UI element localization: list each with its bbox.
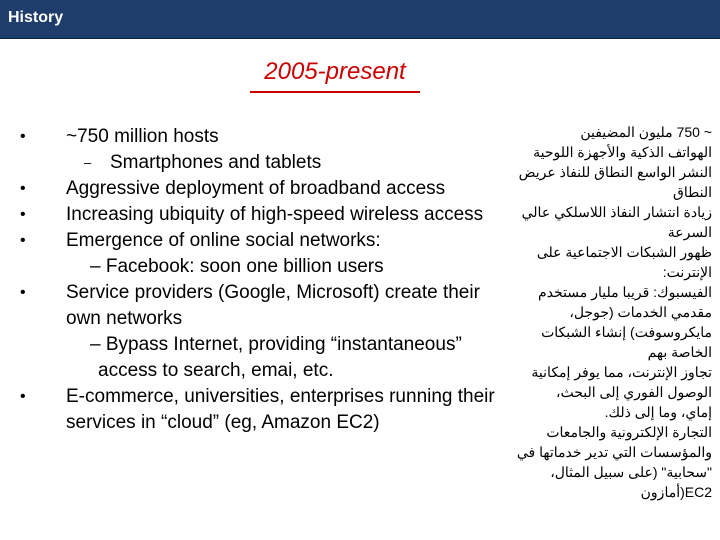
arabic-line: EC2(أمازون [640, 484, 712, 500]
bullet-text: E-commerce, universities, enterprises running their [66, 386, 495, 407]
bullet-marker: • [20, 128, 26, 145]
arabic-line: ظهور الشبكات الاجتماعية على [536, 244, 712, 260]
bullet-text: Service providers (Google, Microsoft) create their [66, 282, 480, 303]
bullet-text: Smartphones and tablets [110, 152, 322, 173]
bullet-line [20, 358, 520, 384]
subtitle-underline [250, 91, 420, 93]
bullet-line [20, 202, 520, 228]
bullet-line [20, 176, 520, 202]
english-bullet-list [20, 124, 520, 436]
bullet-marker: • [20, 388, 26, 405]
bullet-line [20, 280, 520, 306]
bullet-line [20, 332, 520, 358]
bullet-line [20, 384, 520, 410]
arabic-line: مقدمي الخدمات (جوجل، [569, 304, 712, 320]
arabic-line: التجارة الإلكترونية والجامعات [546, 424, 712, 440]
arabic-line: "سحابية" (على سبيل المثال، [550, 464, 712, 480]
arabic-line: والمؤسسات التي تدير خدماتها في [516, 444, 712, 460]
arabic-line: الوصول الفوري إلى البحث، [555, 384, 712, 400]
bullet-marker: • [20, 232, 26, 249]
window-title: History [8, 9, 64, 26]
arabic-line: النشر الواسع النطاق للنفاذ عريض [518, 164, 712, 180]
bullet-marker: • [20, 284, 26, 301]
arabic-line: إماي، وما إلى ذلك. [604, 404, 712, 420]
bullet-text: Increasing ubiquity of high-speed wireless access [66, 204, 484, 225]
arabic-line: الهواتف الذكية والأجهزة اللوحية [533, 144, 712, 160]
arabic-line: الخاصة بهم [647, 344, 712, 360]
arabic-line: السرعة [667, 224, 712, 240]
bullet-text: Emergence of online social networks: [66, 230, 381, 251]
slide-subtitle: 2005-present [264, 58, 406, 85]
bullet-text: – Bypass Internet, providing “instantaneous” [90, 334, 462, 355]
arabic-line: الفيسبوك: قريبا مليار مستخدم [538, 284, 712, 300]
bullet-line [20, 124, 520, 150]
arabic-text-block [492, 122, 712, 502]
bullet-line [20, 410, 520, 436]
arabic-line: زيادة انتشار النفاذ اللاسلكي عالي [521, 204, 712, 220]
bullet-line [20, 254, 520, 280]
bullet-text: services in “cloud” (eg, Amazon EC2) [66, 412, 380, 433]
bullet-line [20, 306, 520, 332]
bullet-marker: • [20, 180, 26, 197]
arabic-line: النطاق [673, 184, 712, 200]
bullet-marker: • [20, 206, 26, 223]
arabic-line: ~ 750 مليون المضيفين [580, 124, 712, 140]
bullet-text: own networks [66, 308, 183, 329]
bullet-line [20, 150, 520, 176]
bullet-text: ~750 million hosts [66, 126, 219, 147]
bullet-text: Aggressive deployment of broadband access [66, 178, 446, 199]
title-bar [0, 0, 720, 39]
bullet-text: access to search, emai, etc. [98, 360, 334, 381]
arabic-line: مايكروسوفت) إنشاء الشبكات [541, 324, 712, 340]
arabic-line: الإنترنت: [662, 264, 712, 280]
bullet-marker: – [84, 155, 92, 170]
arabic-line: تجاوز الإنترنت، مما يوفر إمكانية [531, 364, 712, 380]
bullet-text: – Facebook: soon one billion users [90, 256, 384, 277]
bullet-line [20, 228, 520, 254]
